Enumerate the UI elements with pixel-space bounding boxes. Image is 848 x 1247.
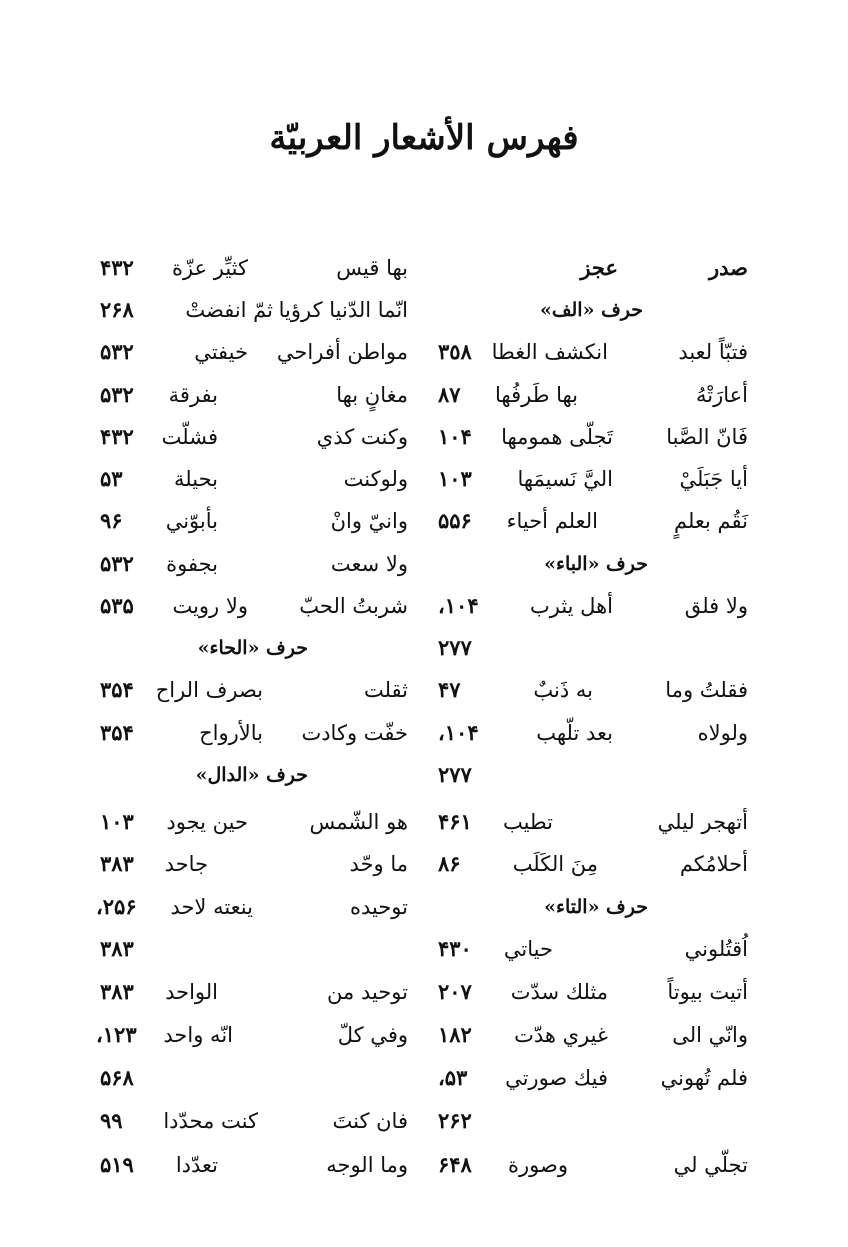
right-sadr: أتيت بيوتاً [667,980,748,1004]
header-sadr: صدر [709,255,748,280]
right-ajz: تطيب [502,810,553,834]
left-page-continued: ٣٨٣ [100,936,134,961]
right-page: ۴٣٠ [438,936,472,961]
right-ajz: به ذَنبٌ [533,678,593,702]
right-page: ١٠۴، [438,593,479,618]
left-ajz: بأبوّني [165,509,218,533]
left-ajz: ولا رويت [172,594,248,618]
right-sadr: أتهجر ليلي [657,810,748,834]
left-ajz: الواحد [165,980,218,1004]
left-sadr: خفّت وكادت [301,721,408,745]
right-page: ٨۶ [438,851,461,876]
right-ajz: بعد تلّهب [536,721,613,745]
right-page: ۴۶١ [438,809,472,834]
right-sadr: فَانّ الصَّبا [666,425,748,449]
right-ajz: أهل يثرب [529,594,613,618]
right-page-continued: ٢٧٧ [438,635,472,660]
right-page: ١٠۴، [438,720,479,745]
right-page: ٨٧ [438,382,461,407]
right-sadr: ولا فلق [684,594,748,618]
right-page: ۵۵۶ [438,508,472,533]
left-page: ٢۶٨ [100,297,134,322]
right-page: ١٠۴ [438,424,472,449]
right-ajz: وصورة [508,1153,568,1177]
left-ajz: كثيِّر عزّة [171,256,248,280]
left-ajz: بجفوة [166,552,218,576]
left-page: ١٢٣، [96,1022,137,1047]
left-page: ۵٣۵ [100,593,134,618]
right-ajz: غيري هدّت [514,1023,608,1047]
left-ajz: بصرف الراح [155,678,263,702]
right-page: ٣٥٨ [438,339,472,364]
left-page: ١٠٣ [100,809,134,834]
left-ajz: تعدّدا [175,1153,218,1177]
right-sadr: أعارَتْهُ [695,383,748,407]
left-page: ۵٣٢ [100,382,134,407]
left-sadr: وفي كلّ [337,1023,408,1047]
left-page-continued: ۵۶٨ [100,1065,134,1090]
right-page: ١٠٣ [438,466,472,491]
left-sadr: وكنت كذي [316,425,408,449]
left-ajz: بفرقة [168,383,218,407]
left-ajz: كنت محدّدا [163,1109,258,1133]
left-page: ۴٣٢ [100,255,134,280]
left-ajz: حين يجود [166,810,248,834]
left-sadr: مغانٍ بها [336,383,408,407]
right-ajz: تَجلّی همومها [501,425,613,449]
left-ajz: بالأرواح [199,721,263,745]
left-sadr: توحيد من [327,980,408,1004]
right-page: ۴٧ [438,677,461,702]
right-page: ٢٠٧ [438,979,472,1004]
left-page: ٣۵۴ [100,677,134,702]
right-ajz: مثلك سدّت [510,980,608,1004]
left-page: ۵١٩ [100,1152,134,1177]
left-ajz: فشلّت [161,425,218,449]
left-page: ۵٣ [100,466,123,491]
left-ajz: جاحد [164,852,208,876]
right-page: ١٨٢ [438,1022,472,1047]
right-page-continued: ٢۶٢ [438,1108,472,1133]
section-heading-ba: حرف «الباء» [544,553,648,575]
right-page-continued: ٢٧٧ [438,762,472,787]
left-ajz: انّه واحد [163,1023,233,1047]
right-ajz: بها طَرفُها [494,383,578,407]
left-page: ٩۶ [100,508,123,533]
left-sadr: ما وحّد [349,852,408,876]
right-ajz: انكشف الغطا [491,340,608,364]
right-sadr: فلم تُهوني [660,1066,748,1090]
section-heading-alif: حرف «الف» [539,299,643,321]
left-page: ٣٨٣ [100,979,134,1004]
section-heading-dal: حرف «الدال» [195,764,308,786]
left-page: ۵٣٢ [100,551,134,576]
right-page: ۵٣، [438,1065,468,1090]
left-sadr: ولا سعت [330,552,408,576]
right-ajz: اليَّ نَسيمَها [517,467,613,491]
left-sadr: بها قيس [336,256,408,280]
right-ajz: العلم أحياء [506,509,598,533]
left-sadr: فان كنتَ [332,1109,408,1133]
left-page: ۵٣٢ [100,339,134,364]
right-sadr: ولولاه [697,721,748,745]
left-page: ٢۵۶، [96,894,137,919]
left-sadr: وما الوجه [326,1153,408,1177]
left-sadr: هو الشّمس [309,810,408,834]
left-sadr: انّما الدّنيا كرؤيا [278,298,408,322]
left-ajz: ثمّ انفضتْ [185,298,273,322]
left-sadr: ثقلت [363,678,408,702]
right-sadr: فقلتُ وما [665,678,748,702]
section-heading-ha: حرف «الحاء» [197,637,308,659]
left-sadr: شربتُ الحبّ [299,594,408,618]
left-ajz: خيفتي [194,340,248,364]
left-page: ٣۵۴ [100,720,134,745]
section-heading-ta: حرف «التاء» [544,896,648,918]
right-sadr: اُقتُلوني [684,937,748,961]
page-title: فهرس الأشعار العربيّة [269,118,579,158]
left-sadr: مواطن أفراحي [276,340,408,364]
right-ajz: حياتي [503,937,553,961]
right-sadr: أيا جَبَلَيْ [679,467,748,491]
right-sadr: تجلّي لي [673,1153,748,1177]
left-page: ۴٣٢ [100,424,134,449]
left-sadr: وانيّ وانْ [330,509,408,533]
left-page: ٣٨٣ [100,851,134,876]
right-page: ۶۴٨ [438,1152,472,1177]
left-sadr: توحيده [349,895,408,919]
right-sadr: نَقُم بعلمٍ [673,509,748,533]
right-sadr: أحلامُكم [679,852,748,876]
left-sadr: ولوكنت [343,467,408,491]
header-ajz: عجز [580,255,618,280]
right-sadr: فتبّاً لعبد [678,340,748,364]
right-ajz: مِنَ الكَلَب [512,852,598,876]
right-sadr: وانّي الی [672,1023,748,1047]
left-ajz: بحيلة [174,467,218,491]
left-page: ٩٩ [100,1108,123,1133]
left-ajz: ينعته لاحد [170,895,253,919]
right-ajz: فيك صورتي [505,1066,608,1090]
